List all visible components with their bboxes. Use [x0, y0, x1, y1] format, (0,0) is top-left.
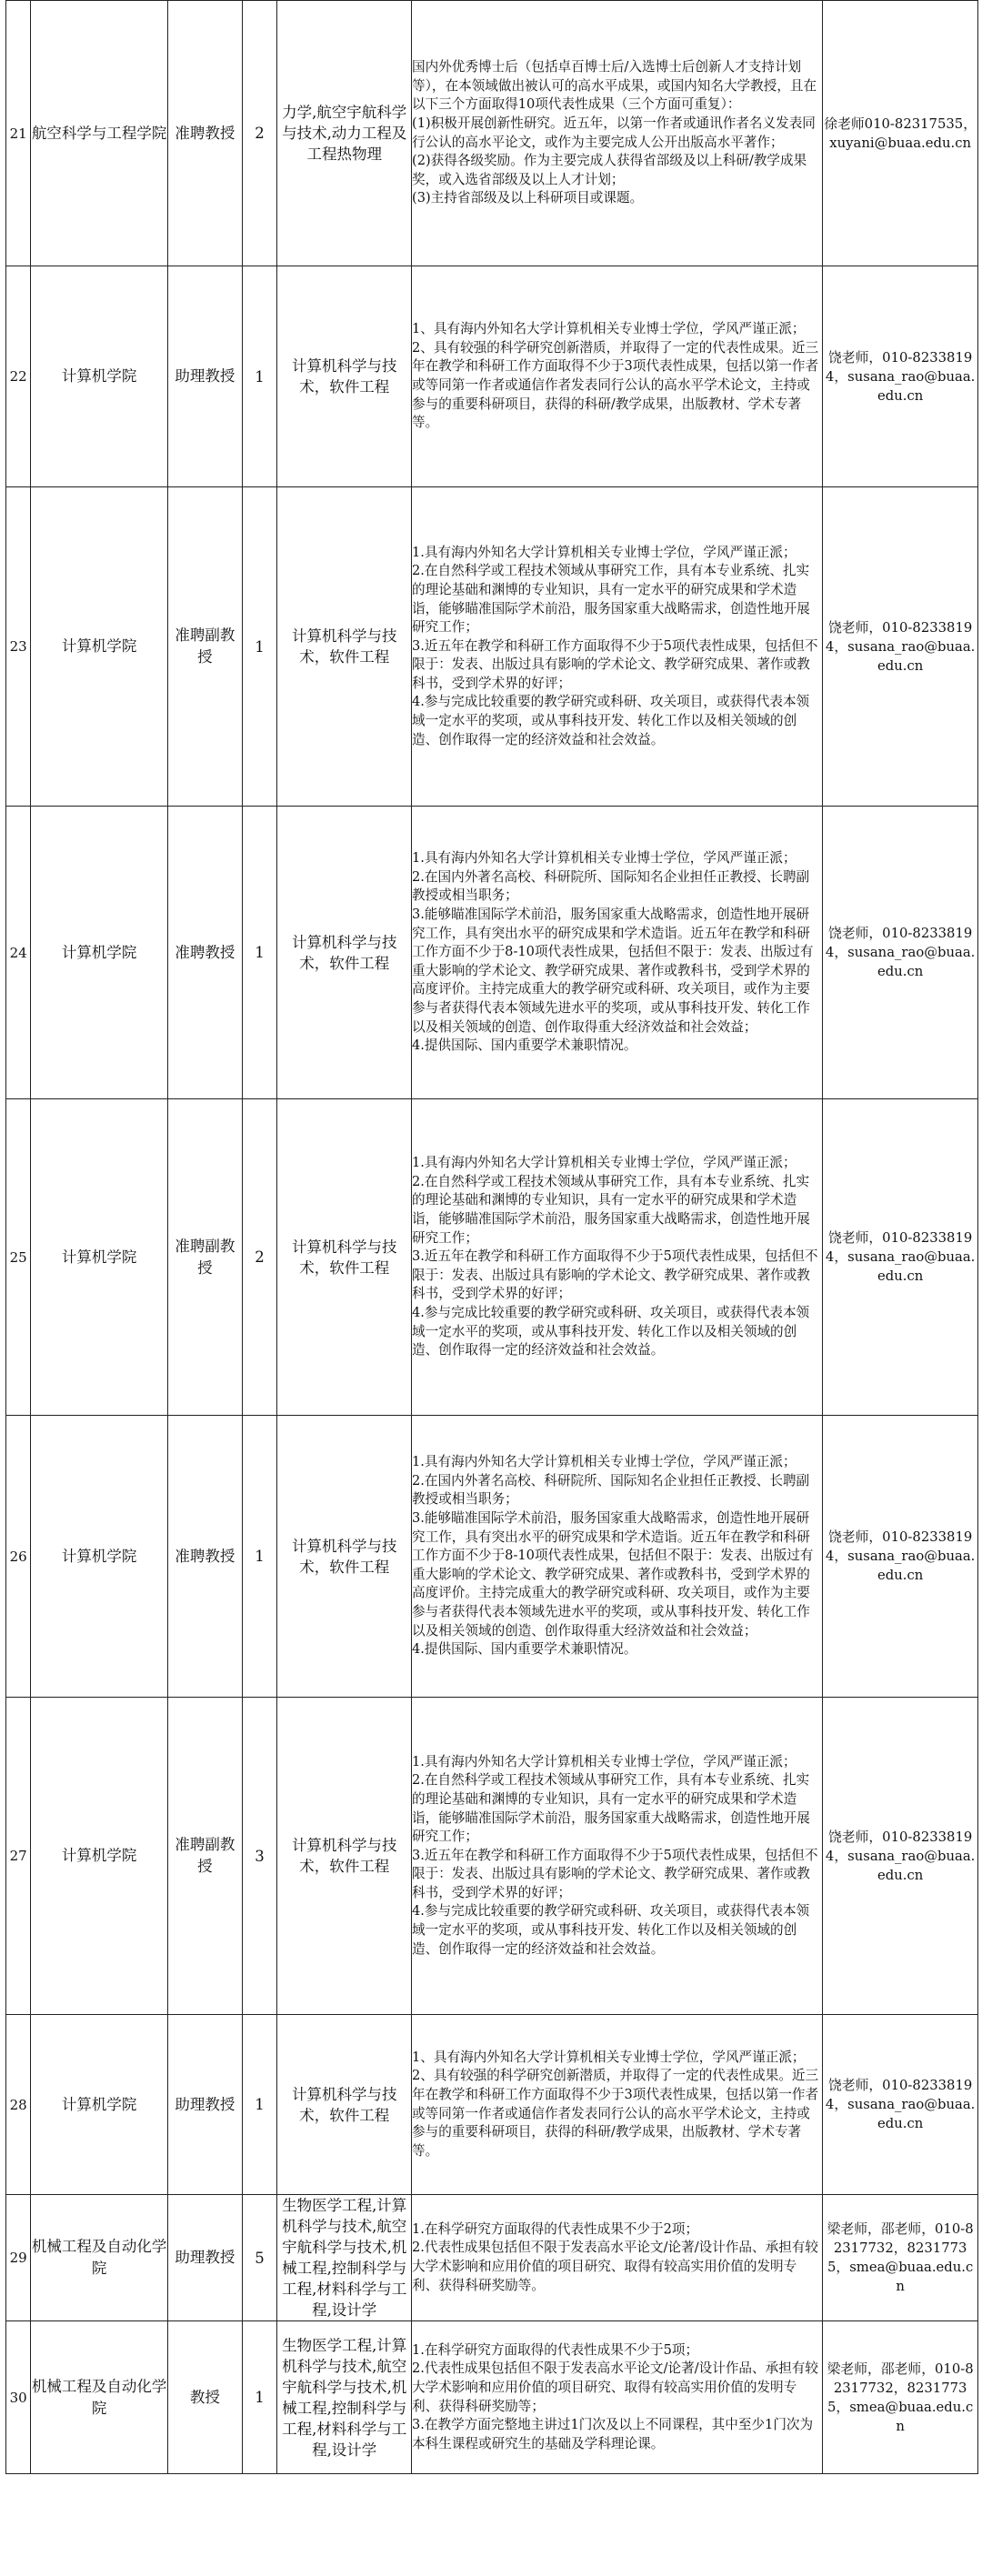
- discipline: 计算机科学与技术，软件工程: [277, 1416, 412, 1698]
- requirements: [412, 266, 823, 487]
- requirement-line: 国内外优秀博士后（包括卓百博士后/入选博士后创新人才支持计划等），在本领域做出被认可的高水平成果，或国内知名大学教授，且在以下三个方面取得10项代表性成果（三个方面可重复）：: [412, 59, 817, 113]
- position-count: 1: [242, 1416, 277, 1698]
- position-title: 助理教授: [167, 266, 242, 487]
- position-count: 5: [242, 2195, 277, 2321]
- requirement-line: 4.参与完成比较重要的教学研究或科研、攻关项目，或获得代表本领域一定水平的奖项，或从事科技开发、转化工作以及相关领域的创造、创作取得一定的经济效益和社会效益。: [412, 694, 810, 747]
- requirement-line: 1、具有海内外知名大学计算机相关专业博士学位，学风严谨正派；: [412, 321, 806, 337]
- table-row: [6, 1, 978, 266]
- position-count: 1: [242, 2321, 277, 2474]
- position-title: 助理教授: [167, 2015, 242, 2195]
- table-row: [6, 807, 978, 1099]
- requirement-line: 4.参与完成比较重要的教学研究或科研、攻关项目，或获得代表本领域一定水平的奖项，或从事科技开发、转化工作以及相关领域的创造、创作取得一定的经济效益和社会效益。: [412, 1304, 810, 1358]
- row-number: 29: [6, 2195, 31, 2321]
- unit-name: 航空科学与工程学院: [31, 1, 168, 266]
- requirement-line: 3.近五年在教学和科研工作方面取得不少于5项代表性成果，包括但不限于：发表、出版过具有影响的学术论文、教学研究成果、著作或教科书，受到学术界的好评；: [412, 1248, 818, 1302]
- requirement-line: 1.在科学研究方面取得的代表性成果不少于2项；: [412, 2220, 699, 2237]
- contact-info: 饶老师，010-82338194，susana_rao@buaa.edu.cn: [823, 2015, 978, 2195]
- requirement-line: 4.提供国际、国内重要学术兼职情况。: [412, 1641, 637, 1658]
- requirement-line: 2.在国内外著名高校、科研院所、国际知名企业担任正教授、长聘副教授或相当职务；: [412, 1472, 810, 1508]
- requirement-line: 2、具有较强的科学研究创新潜质，并取得了一定的代表性成果。近三年在教学和科研工作方面取得不少于3项代表性成果，包括以第一作者或等同第一作者或通信作者发表同行公认的高水平学术论文，主持或参与的重要科研项目，获得的科研/教学成果，出版教材、学术专著等。: [412, 2068, 819, 2159]
- requirement-line: 1.具有海内外知名大学计算机相关专业博士学位，学风严谨正派；: [412, 1454, 797, 1470]
- unit-name: 计算机学院: [31, 807, 168, 1099]
- table-row: [6, 2195, 978, 2321]
- row-number: 23: [6, 487, 31, 807]
- unit-name: 计算机学院: [31, 2015, 168, 2195]
- contact-info: 饶老师，010-82338194，susana_rao@buaa.edu.cn: [823, 1099, 978, 1416]
- discipline: 生物医学工程,计算机科学与技术,航空宇航科学与技术,机械工程,控制科学与工程,材料科学与工程,设计学: [277, 2195, 412, 2321]
- requirements: [412, 1698, 823, 2015]
- row-number: 24: [6, 807, 31, 1099]
- requirement-line: 1.具有海内外知名大学计算机相关专业博士学位，学风严谨正派；: [412, 1155, 797, 1171]
- contact-info: 饶老师，010-82338194，susana_rao@buaa.edu.cn: [823, 1416, 978, 1698]
- discipline: 计算机科学与技术，软件工程: [277, 2015, 412, 2195]
- requirement-line: 1.具有海内外知名大学计算机相关专业博士学位，学风严谨正派；: [412, 1753, 797, 1769]
- requirement-line: 1.在科学研究方面取得的代表性成果不少于5项；: [412, 2341, 699, 2358]
- row-number: 22: [6, 266, 31, 487]
- unit-name: 计算机学院: [31, 1698, 168, 2015]
- requirement-line: 3.近五年在教学和科研工作方面取得不少于5项代表性成果，包括但不限于：发表、出版过具有影响的学术论文、教学研究成果、著作或教科书，受到学术界的好评；: [412, 1847, 818, 1900]
- contact-info: 饶老师，010-82338194，susana_rao@buaa.edu.cn: [823, 266, 978, 487]
- requirement-line: 2.在自然科学或工程技术领域从事研究工作，具有本专业系统、扎实的理论基础和渊博的专业知识，具有一定水平的研究成果和学术造诣，能够瞄准国际学术前沿，服务国家重大战略需求，创造性地开展研究工作；: [412, 1173, 810, 1246]
- unit-name: 计算机学院: [31, 1099, 168, 1416]
- position-title: 教授: [167, 2321, 242, 2474]
- discipline: 力学,航空宇航科学与技术,动力工程及工程热物理: [277, 1, 412, 266]
- unit-name: 计算机学院: [31, 487, 168, 807]
- table-row: [6, 487, 978, 807]
- requirement-line: 1.具有海内外知名大学计算机相关专业博士学位，学风严谨正派；: [412, 544, 797, 560]
- unit-name: 计算机学院: [31, 266, 168, 487]
- contact-info: 梁老师，邵老师，010-82317732，82317735，smea@buaa.edu.cn: [823, 2321, 978, 2474]
- requirements: [412, 1416, 823, 1698]
- requirements: [412, 1, 823, 266]
- position-title: 准聘教授: [167, 807, 242, 1099]
- requirement-line: 3.能够瞄准国际学术前沿，服务国家重大战略需求，创造性地开展研究工作，具有突出水平的研究成果和学术造诣。近五年在教学和科研工作方面不少于8-10项代表性成果，包括但不限于：发表、出版过有重大影响的学术论文、教学研究成果、著作或教科书，受到学术界的高度评价。主持完成重大的教学研究或科研、攻关项目，或作为主要参与者获得代表本领域先进水平的奖项，或从事科技开发、转化工作以及相关领域的创造、创作取得重大经济效益和社会效益；: [412, 1510, 814, 1639]
- requirement-line: 1.具有海内外知名大学计算机相关专业博士学位，学风严谨正派；: [412, 850, 797, 867]
- requirement-line: 4.参与完成比较重要的教学研究或科研、攻关项目，或获得代表本领域一定水平的奖项，或从事科技开发、转化工作以及相关领域的创造、创作取得一定的经济效益和社会效益。: [412, 1903, 810, 1957]
- row-number: 25: [6, 1099, 31, 1416]
- row-number: 21: [6, 1, 31, 266]
- recruitment-table: [5, 0, 978, 2474]
- position-title: 准聘副教授: [167, 487, 242, 807]
- position-count: 1: [242, 266, 277, 487]
- contact-info: 梁老师，邵老师，010-82317732，82317735，smea@buaa.edu.cn: [823, 2195, 978, 2321]
- requirement-line: 2.在自然科学或工程技术领域从事研究工作，具有本专业系统、扎实的理论基础和渊博的专业知识，具有一定水平的研究成果和学术造诣，能够瞄准国际学术前沿，服务国家重大战略需求，创造性地开展研究工作；: [412, 563, 810, 636]
- unit-name: 机械工程及自动化学院: [31, 2195, 168, 2321]
- requirements: [412, 487, 823, 807]
- contact-info: 徐老师010-82317535，xuyani@buaa.edu.cn: [823, 1, 978, 266]
- requirements: [412, 2195, 823, 2321]
- table-body: [6, 1, 978, 2474]
- requirements: [412, 2321, 823, 2474]
- position-count: 1: [242, 807, 277, 1099]
- requirement-line: 2、具有较强的科学研究创新潜质，并取得了一定的代表性成果。近三年在教学和科研工作方面取得不少于3项代表性成果，包括以第一作者或等同第一作者或通信作者发表同行公认的高水平学术论文，主持或参与的重要科研项目，获得的科研/教学成果，出版教材、学术专著等。: [412, 339, 819, 431]
- requirement-line: 3.在教学方面完整地主讲过1门次及以上不同课程，其中至少1门次为本科生课程或研究生的基础及学科理论课。: [412, 2417, 814, 2451]
- discipline: 计算机科学与技术，软件工程: [277, 1099, 412, 1416]
- requirement-line: 2.在自然科学或工程技术领域从事研究工作，具有本专业系统、扎实的理论基础和渊博的专业知识，具有一定水平的研究成果和学术造诣，能够瞄准国际学术前沿，服务国家重大战略需求，创造性地开展研究工作；: [412, 1772, 810, 1845]
- position-title: 准聘教授: [167, 1, 242, 266]
- table-row: [6, 2015, 978, 2195]
- requirements: [412, 2015, 823, 2195]
- requirement-line: 1、具有海内外知名大学计算机相关专业博士学位，学风严谨正派；: [412, 2049, 806, 2065]
- position-title: 准聘教授: [167, 1416, 242, 1698]
- contact-info: 饶老师，010-82338194，susana_rao@buaa.edu.cn: [823, 1698, 978, 2015]
- table-row: [6, 2321, 978, 2474]
- unit-name: 计算机学院: [31, 1416, 168, 1698]
- contact-info: 饶老师，010-82338194，susana_rao@buaa.edu.cn: [823, 487, 978, 807]
- position-title: 助理教授: [167, 2195, 242, 2321]
- requirement-line: (2)获得各级奖励。作为主要完成人获得省部级及以上科研/教学成果奖，或入选省部级及以上人才计划；: [412, 153, 807, 187]
- discipline: 计算机科学与技术，软件工程: [277, 1698, 412, 2015]
- position-count: 2: [242, 1, 277, 266]
- discipline: 计算机科学与技术，软件工程: [277, 807, 412, 1099]
- requirement-line: 2.在国内外著名高校、科研院所、国际知名企业担任正教授、长聘副教授或相当职务；: [412, 868, 810, 904]
- requirement-line: (1)积极开展创新性研究。近五年，以第一作者或通讯作者名义发表同行公认的高水平论文，或作为主要完成人公开出版高水平著作；: [412, 115, 816, 150]
- table-row: [6, 266, 978, 487]
- contact-info: 饶老师，010-82338194，susana_rao@buaa.edu.cn: [823, 807, 978, 1099]
- row-number: 26: [6, 1416, 31, 1698]
- position-title: 准聘副教授: [167, 1099, 242, 1416]
- table-row: [6, 1099, 978, 1416]
- discipline: 计算机科学与技术，软件工程: [277, 266, 412, 487]
- table-row: [6, 1698, 978, 2015]
- table-row: [6, 1416, 978, 1698]
- row-number: 27: [6, 1698, 31, 2015]
- requirements: [412, 1099, 823, 1416]
- requirement-line: (3)主持省部级及以上科研项目或课题。: [412, 190, 644, 206]
- requirements: [412, 807, 823, 1099]
- row-number: 30: [6, 2321, 31, 2474]
- position-title: 准聘副教授: [167, 1698, 242, 2015]
- position-count: 2: [242, 1099, 277, 1416]
- position-count: 1: [242, 487, 277, 807]
- requirement-line: 2.代表性成果包括但不限于发表高水平论文/论著/设计作品、承担有较大学术影响和应用价值的项目研究、取得有较高实用价值的发明专利、获得科研奖励等。: [412, 2240, 818, 2293]
- position-count: 3: [242, 1698, 277, 2015]
- unit-name: 机械工程及自动化学院: [31, 2321, 168, 2474]
- requirement-line: 3.近五年在教学和科研工作方面取得不少于5项代表性成果，包括但不限于：发表、出版过具有影响的学术论文、教学研究成果、著作或教科书，受到学术界的好评；: [412, 637, 818, 691]
- discipline: 计算机科学与技术，软件工程: [277, 487, 412, 807]
- row-number: 28: [6, 2015, 31, 2195]
- position-count: 1: [242, 2015, 277, 2195]
- discipline: 生物医学工程,计算机科学与技术,航空宇航科学与技术,机械工程,控制科学与工程,材料科学与工程,设计学: [277, 2321, 412, 2474]
- requirement-line: 4.提供国际、国内重要学术兼职情况。: [412, 1037, 637, 1054]
- requirement-line: 2.代表性成果包括但不限于发表高水平论文/论著/设计作品、承担有较大学术影响和应用价值的项目研究、取得有较高实用价值的发明专利、获得科研奖励等；: [412, 2360, 818, 2414]
- requirement-line: 3.能够瞄准国际学术前沿，服务国家重大战略需求，创造性地开展研究工作，具有突出水平的研究成果和学术造诣。近五年在教学和科研工作方面不少于8-10项代表性成果，包括但不限于：发表、出版过有重大影响的学术论文、教学研究成果、著作或教科书，受到学术界的高度评价。主持完成重大的教学研究或科研、攻关项目，或作为主要参与者获得代表本领域先进水平的奖项，或从事科技开发、转化工作以及相关领域的创造、创作取得重大经济效益和社会效益；: [412, 907, 814, 1035]
